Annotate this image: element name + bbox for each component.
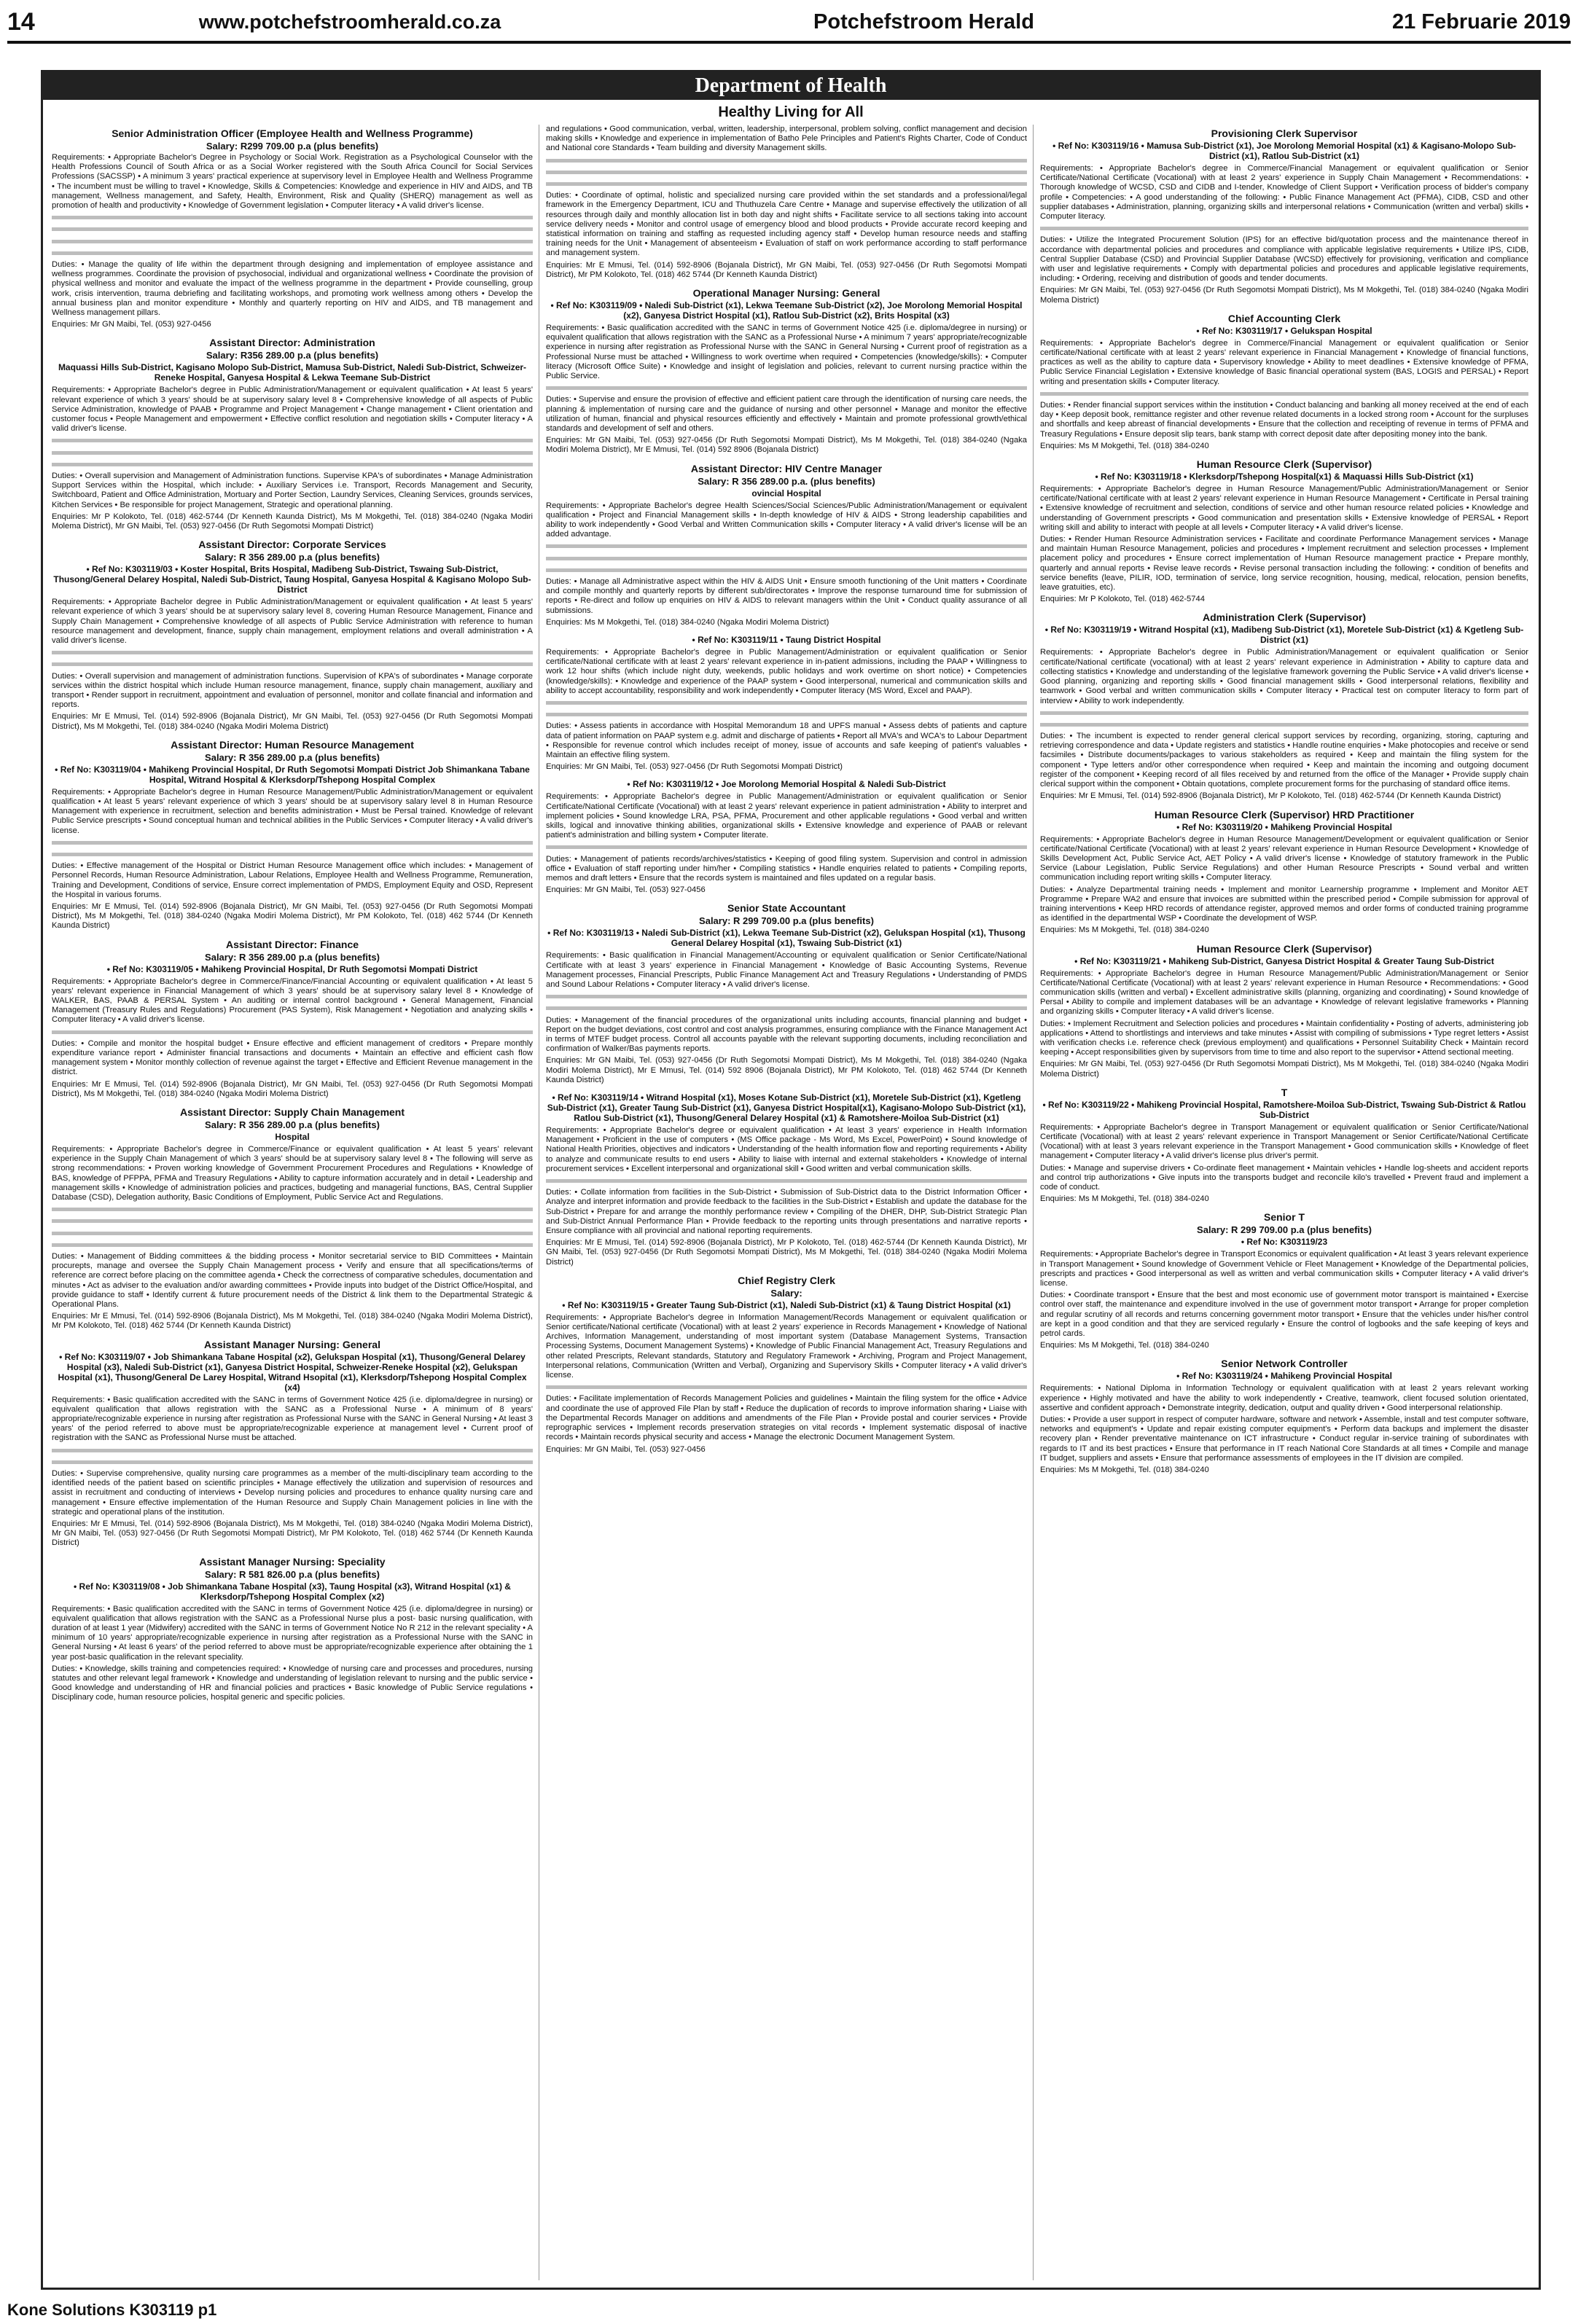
text-continuation bbox=[1040, 708, 1528, 718]
job-enquiries: Enquiries: Ms M Mokgethi, Tel. (018) 384-0240 bbox=[1040, 1194, 1209, 1204]
job-duties: Duties: • Provide a user support in respect of computer hardware, software and network • Assemble, install and test computer software, networks and equipment's • Update and repair existing computer equipment's • Perform data backups and implement the disaster recovery plan • Render preventative maintenance on ICT infrastructure • Conduct regular in-service training of subordinates with regards to IT and its best practices • Ensure that performance in IT reach National Core Standards at all times • Compile and manage IT budget, suppliers and assets • Ensure that performance assessments of employees in the IT division are compiled. bbox=[1040, 1415, 1528, 1463]
text-continuation bbox=[52, 249, 533, 258]
job-listing bbox=[546, 902, 1027, 1085]
column-divider bbox=[1033, 125, 1034, 2280]
text-continuation bbox=[52, 1458, 533, 1467]
text-continuation bbox=[52, 436, 533, 445]
job-enquiries: Enquiries: Ms M Mokgethi, Tel. (018) 384-0240 bbox=[1040, 1466, 1209, 1475]
job-listing bbox=[52, 1556, 533, 1703]
job-enquiries: Enquiries: Mr P Kolokoto, Tel. (018) 462-5744 bbox=[1040, 595, 1205, 604]
text-continuation bbox=[52, 1240, 533, 1250]
job-enquiries: Enquiries: Mr E Mmusi, Tel. (014) 592-8906 (Bojanala District), Mr P Kolokoto, Tel. (018) 462-5744 (Dr Kenneth Kaunda District), Mr GN Maibi, Tel. (053) 927-0456 (Dr Ruth Segomotsi Mompati District), Ms M Mokgethi, Tel. (018) 384-0240 (Ngaka Modiri Molema District) bbox=[546, 1238, 1027, 1267]
job-reference: • Ref No: K303119/15 • Greater Taung Sub-District (x1), Naledi Sub-District (x1) & Taung District Hospital (x1) bbox=[562, 1299, 1011, 1310]
job-enquiries: Enquiries: Mr E Mmusi, Tel. (014) 592-8906 (Bojanala District), Mr P Kolokoto, Tel. (018) 462-5744 (Dr Kenneth Kaunda District) bbox=[1040, 791, 1501, 801]
text-continuation bbox=[52, 648, 533, 657]
text-continuation bbox=[52, 1205, 533, 1214]
job-duties: Duties: • Analyze Departmental training needs • Implement and monitor Learnership programme • Implement and Monitor AET Programme • Prepare WA2 and ensure that invoices are submitted within the prescribed period • Compile submission for approval of training interventions • Keep HRD records of attendance register, approved memos and order forms of conducted training programme as identified in the departmental WSP • Coordinate the development of WSP. bbox=[1040, 885, 1528, 923]
job-title: Assistant Director: HIV Centre Manager bbox=[690, 462, 883, 474]
department-slogan: Healthy Living for All bbox=[718, 104, 864, 120]
job-requirements: Requirements: • Appropriate Bachelor degree in Public Administration/Management or equivalent qualification • At least 5 years' relevant experience of which 3 years' should be at supervisory salary level 8, covering Human Resource Management, Finance and Supply Chain Management • Comprehensive knowledge of all aspects of Public Service Administration with reference to human resource management and development, finance, supply chain management, employment relations and overall administration • A valid driver's license. bbox=[52, 598, 533, 645]
job-title: Human Resource Clerk (Supervisor) bbox=[1196, 458, 1372, 471]
job-title: Provisioning Clerk Supervisor bbox=[1211, 128, 1358, 139]
column-1 bbox=[52, 125, 533, 2280]
job-salary: Salary: R 299 709.00 p.a (plus benefits) bbox=[1197, 1224, 1372, 1236]
job-listing bbox=[1040, 943, 1528, 1079]
job-reference: • Ref No: K303119/24 • Mahikeng Provincial Hospital bbox=[1176, 1371, 1392, 1382]
job-title: Human Resource Clerk (Supervisor) bbox=[1196, 942, 1372, 955]
department-banner: Department of Health bbox=[43, 72, 1539, 100]
job-requirements: Requirements: • Appropriate Bachelor's degree in Commerce/Finance or equivalent qualification • At least 5 years' relevant experience in the Supply Chain Management of which 3 years' should be at supervisory salary level 8 • The following will serve as strong recommendations: • Proven working knowledge of Government Procurement Procedures and Regulations • Knowledge of BAS, knowledge of PFPPA, PFMA and Treasury Regulations • Ability to capture information accurately and in detail • Leadership and management skills • Knowledge of administration policies and practices, budgeting and managerial functions, BAS, Central Supplier Database (CSD), Delegation authority, Basic Conditions of Employment, Public Service Act and Regulations. bbox=[52, 1145, 533, 1202]
job-title: Assistant Director: Finance bbox=[225, 938, 359, 950]
job-requirements: Requirements: • Appropriate Bachelor's degree in Transport Management or equivalent qualification or Senior Certificate/National Certificate (Vocational) with at least 2 years' relevant experience in Transport Management or Senior Certificate/National Certificate (Vocational) with at least 3 years relevant experience in the Transport Management • Good communication skills • Knowledge of fleet management • Computer literacy • A valid driver's license plus driver's permit. bbox=[1040, 1122, 1528, 1161]
job-duties: Duties: • Coordinate transport • Ensure that the best and most economic use of government motor transport is maintained • Exercise control over staff, the maintenance and expenditure involved in the use of government motor transport • Arrange for proper completion and regular scrutiny of all records and returns concerning government motor transport • Ensure that the vehicles under his/her control are kept in a good condition and that they are serviced regularly • Ensure the control of logbooks and the safe keeping of keys and petrol cards. bbox=[1040, 1291, 1528, 1339]
job-duties: Duties: • Implement Recruitment and Selection policies and procedures • Maintain confidentiality • Posting of adverts, administering job applications • Attend to shortlistings and interviews and take minutes • Assist with compiling of submissions • Type regret letters • Assist with verification checks i.e. reference check (previous employment) and qualifications • Personnel Suitability Check • Maintain record keeping • Accept responsibilities given by supervisors from time to time and also report to the supervisor • Attend sectional meeting. bbox=[1040, 1019, 1528, 1057]
job-duties: Duties: • Manage and supervise drivers • Co-ordinate fleet management • Maintain vehicles • Handle log-sheets and accident reports and control trip authorizations • Give inputs into the transports budget and reconcile kilo's travelled • Prevent fraud and implement a code of conduct. bbox=[1040, 1163, 1528, 1192]
text-continuation bbox=[546, 168, 1027, 177]
job-reference: • Ref No: K303119/16 • Mamusa Sub-District (x1), Joe Morolong Memorial Hospital (x1) & Kagisano-Molopo Sub-District (x1), Ratlou Sub-District (x1) bbox=[1052, 141, 1516, 161]
text-continuation bbox=[1040, 389, 1528, 399]
job-reference: • Ref No: K303119/21 • Mahikeng Sub-District, Ganyesa District Hospital & Greater Taung Sub-District bbox=[1074, 955, 1494, 966]
job-duties: Duties: • Supervise and ensure the provision of effective and efficient patient care through the identification of nursing care needs, the planning & implementation of nursing care and the guidance of nursing and other personnel • Manage and monitor the effective utilization of human, financial and physical resources efficiently and effectively • Maintain and promote professional growth/ethical standards and development of self and others. bbox=[546, 395, 1027, 434]
text-continuation bbox=[546, 383, 1027, 393]
job-listing bbox=[546, 463, 1027, 627]
job-reference: • Ref No: K303119/22 • Mahikeng Provincial Hospital, Ramotshere-Moiloa Sub-District, Tswaing Sub-District & Ratlou Sub-District bbox=[1042, 1099, 1526, 1120]
job-reference: • Ref No: K303119/14 • Witrand Hospital (x1), Moses Kotane Sub-District (x1), Moretele Sub-District (x1), Kgetleng Sub-District (x1), Greater Taung Sub-District (x1), Ganyesa District Hospital(x1), Kagisano-Molopo Sub-District (x1), Ratlou Sub-District (x1), Thusong/General Delarey Hospital (x1) & Ramotshere-Moiloa Sub-District (x1) bbox=[547, 1092, 1026, 1124]
job-reference: ovincial Hospital bbox=[751, 488, 821, 498]
job-reference: • Ref No: K303119/03 • Koster Hospital, Brits Hospital, Madibeng Sub-District, Tswaing Sub-District, Thusong/General Delarey Hospital, Naledi Sub-District, Taung Hospital, Ganyesa Hospital & Kagisano Molopo Sub-District bbox=[53, 564, 531, 595]
job-reference: • Ref No: K303119/13 • Naledi Sub-District (x1), Lekwa Teemane Sub-District (x2), Gelukspan Hospital (x1), Thusong General Delarey Hospital (x1), Tswaing Sub-District (x1) bbox=[547, 928, 1026, 949]
job-salary: Salary: R 356 289.00 p.a (plus benefits) bbox=[205, 951, 380, 963]
job-listing bbox=[1040, 128, 1528, 305]
job-requirements: Requirements: • Appropriate Bachelor's Degree in Psychology or Social Work. Registration as a Psychological Counselor with the Health Professions Council of South Africa or as a Social Worker registered with the South Africa Council for Social Services Professions (SACSSP) • A minimum 3 years' practical experience at supervisory level in Employee Health and Wellness Programme • The incumbent must be willing to travel • Knowledge, Skills & Competencies: Knowledge and experience in HIV and AIDS, and TB management, Wellness management, and Safety, Health, Environment, Risk and Quality (SHERQ) management as well as promotion of health and productivity • Knowledge of Government legislation • Computer literacy • A valid driver's license. bbox=[52, 153, 533, 211]
job-listing bbox=[1040, 1087, 1528, 1205]
text-continuation bbox=[546, 1382, 1027, 1392]
job-requirements: Requirements: • Appropriate Bachelor's degree in Human Resource Management/Public Administration/Management or Senior Certificate/National Certificate (Vocational) with at least 2 years' relevant experience in Human Resource • Recommendations: • Good communication skills (written and verbal) • Excellent administrative skills (planning, organizing and coordinating) • Sound knowledge of Persal • Ability to compile and implement databases will be an advantage • Knowledge of relevant legislative frameworks • Planning and organizing skills • Computer literacy • A valid driver's license. bbox=[1040, 969, 1528, 1017]
column-2 bbox=[546, 125, 1027, 2280]
job-reference: Maquassi Hills Sub-District, Kagisano Molopo Sub-District, Mamusa Sub-District, Naledi Sub-District, Schweizer-Reneke Hospital, Ganyesa Hospital & Lekwa Teemane Sub-District bbox=[58, 362, 527, 383]
job-salary: Salary: R299 709.00 p.a (plus benefits) bbox=[206, 141, 379, 152]
job-duties: Duties: • Render Human Resource Administration services • Facilitate and coordinate Performance Management services • Manage and maintain Human Resource Management, policies and procedures • Implement recruitment and selection processes • Implement placement policy and procedures • Ensure correct implementation of Human Resource management practice • Prepare monthly, quarterly and annual reports • Revise leave records • Revise personal transaction including the following: • condition of benefits and service benefits (leave, PILIR, IOD, termination of service, long service recognition, housing, medical, relocation, pension benefits, leave gratuities, etc). bbox=[1040, 535, 1528, 592]
job-enquiries: Enquiries: Mr GN Maibi, Tel. (053) 927-0456 (Dr Ruth Segomotsi Mompati District), Ms M Mokgethi, Tel. (018) 384-0240 (Ngaka Modiri Molema District), Mr E Mmusi, Tel. (014) 592 8906 (Bojanala District), Mr PM Kolokoto, Tel. (018) 462 5744 (Dr Kenneth Kaunda District) bbox=[546, 1056, 1027, 1084]
job-duties: Duties: • Coordinate of optimal, holistic and specialized nursing care provided within the set standards and a professional/legal framework in the Emergency Department, ICU and Thuthuzela Care Centre • Manage and supervise effectively the utilization of all resources through daily and monthly allocation list in both day and night shifts • Facilitate service to all sections taking into account service delivery needs • Monitor and control usage of emergency blood and blood products • Provide accurate record keeping and statistical information on training and staffing as requested including agency staff • Develop human resource needs and staffing training needs for the Unit • Management of absenteeism • Evaluation of staff on work performance according to staff performance and management system. bbox=[546, 191, 1027, 258]
job-enquiries: Enquiries: Mr GN Maibi, Tel. (053) 927-0456 (Dr Ruth Segomotsi Mompati District), Ms M Mokgethi, Tel. (018) 384-0240 (Ngaka Modiri Molema District), Mr E Mmusi, Tel. (014) 592 8906 (Bojanala District) bbox=[546, 436, 1027, 455]
job-duties: Duties: • Facilitate implementation of Records Management Policies and guidelines • Maintain the filing system for the office • Advice and coordinate the use of approved File Plan by staff • Reduce the duplication of records to improve information sharing • Liaise with the Departmental Records Manager on additions and amendments of the File Plan • Provide postal and courier services • Provide reprographic services • Implement records preservation strategies on vital records • Implement systematic disposal of inactive records • Maintain records physical security and access • Manage the electronic Document Management System. bbox=[546, 1394, 1027, 1442]
job-title: Administration Clerk (Supervisor) bbox=[1202, 611, 1367, 624]
job-requirements: Requirements: • Appropriate Bachelor's degree in Public Administration/Management or equivalent qualification • At least 5 years' relevant experience of which 3 years' should be at supervisory salary level 8 • Comprehensive knowledge of all aspects of Public Service Administration, knowledge of PAAB • Programme and Project Management • Change management • Client orientation and customer focus • People Management and empowerment • Effective conflict resolution and negotiation skills • Computer literacy • A valid driver's license. bbox=[52, 386, 533, 434]
job-salary: Salary: R 356 289.00 p.a (plus benefits) bbox=[205, 552, 380, 563]
job-salary: Salary: R 356 289.00 p.a (plus benefits) bbox=[205, 751, 380, 763]
text-continuation bbox=[52, 1229, 533, 1238]
job-title: Assistant Manager Nursing: Speciality bbox=[199, 1555, 386, 1568]
job-salary: Salary: bbox=[770, 1287, 802, 1299]
job-reference: Hospital bbox=[275, 1132, 310, 1143]
job-listing bbox=[1040, 313, 1528, 451]
job-reference: • Ref No: K303119/05 • Mahikeng Provincial Hospital, Dr Ruth Segomotsi Mompati District bbox=[106, 963, 478, 974]
job-listing bbox=[1040, 458, 1528, 604]
job-duties: Duties: • Knowledge, skills training and competencies required: • Knowledge of nursing care and processes and procedures, nursing statutes and other relevant legal framework • Knowledge and understanding of legislation relevant to nursing and the public service • Good knowledge and understanding of HR and financial policies and practices • Basic knowledge of Public Service regulations • Disciplinary code, human resource policies, hospital generic and specific policies. bbox=[52, 1664, 533, 1702]
text-continuation bbox=[546, 710, 1027, 719]
job-listing bbox=[546, 287, 1027, 455]
job-requirements: Requirements: • Appropriate Bachelor's degree in Public Management/Administration or equivalent qualification or Senior Certificate/National Certificate (Vocational) with at least 2 years' relevant experience in patient administration • Ability to interpret and implement policies • Sound knowledge LRA, PSA, PFMA, Procurement and other applicable regulations • Good verbal and written skills, logical and innovative thinking abilities, organizational skills • Extensive knowledge and experience of PAAB or relevant patient's administration and billing system • Computer literate. bbox=[546, 792, 1027, 840]
job-requirements: Requirements: • Basic qualification accredited with the SANC in terms of Government Notice 425 (i.e. diploma/degree in nursing) or equivalent qualification that allows registration with the SANC as a Professional Nurse • A minimum of 8 years' appropriate/recognizable experience in nursing after registration as Professional Nurse with the SANC in General Nursing • At least 3 years' of the period referred to above must be appropriate/recognizable experience at management level • Current proof of registration with the SANC as Professional Nurse must be attached. bbox=[52, 1395, 533, 1443]
job-requirements: and regulations • Good communication, verbal, written, leadership, interpersonal, problem solving, conflict management and decision making skills • Knowledge and experience in implementation of Batho Pele Principles and Patient's Rights Charter, Code of Conduct and National core Standards • Team building and diversity Management skills. bbox=[546, 125, 1027, 153]
job-title: Assistant Manager Nursing: General bbox=[204, 1338, 380, 1350]
job-enquiries: Enquiries: Mr E Mmusi, Tel. (014) 592-8906 (Bojanala District), Ms M Mokgethi, Tel. (018) 384-0240 (Ngaka Modiri Molema District), Mr GN Maibi, Tel. (053) 927-0456 (Dr Ruth Segomotsi Mompati District), Mr PM Kolokoto, Tel. (018) 462 5744 (Dr Kenneth Kaunda District) bbox=[52, 1519, 533, 1548]
job-duties: Duties: • Overall supervision and management of administration functions. Supervision of KPA's of subordinates • Manage corporate services within the district hospital which include Human resource management, finance, supply chain management, auxiliary and transport • Render support in recruitment, appointment and evaluation of personnel, monitor and collate financial and information and reports. bbox=[52, 671, 533, 710]
job-enquiries: Enquiries: Mr P Kolokoto, Tel. (018) 462-5744 (Dr Kenneth Kaunda District), Ms M Mokgethi, Tel. (018) 384-0240 (Ngaka Modiri Molema District), Mr GN Maibi, Tel. (053) 927-0456 (Dr Ruth Segomotsi Mompati District) bbox=[52, 512, 533, 531]
text-continuation bbox=[52, 1028, 533, 1037]
website-url[interactable]: www.potchefstroomherald.co.za bbox=[198, 10, 501, 33]
text-continuation bbox=[546, 156, 1027, 165]
text-continuation bbox=[52, 448, 533, 458]
text-continuation bbox=[52, 213, 533, 222]
job-enquiries: Enquiries: Ms M Mokgethi, Tel. (018) 384-0240 (Ngaka Modiri Molema District) bbox=[546, 617, 829, 627]
text-continuation bbox=[52, 660, 533, 669]
job-reference: • Ref No: K303119/17 • Gelukspan Hospital bbox=[1196, 325, 1372, 336]
job-duties: Duties: • The incumbent is expected to render general clerical support services by recording, organizing, storing, capturing and retrieving correspondence and data • Update registers and statistics • Handle routine enquiries • Make photocopies and receive or send facsimiles • Distribute documents/packages to various stakeholders as required • Keep and maintain the filing system for the component • Type letters and/or other correspondence when required • Keep and maintain the incoming and outgoing document register of the component • Keeping record of all files received by and returned from the office of the Manager • Provide supply chain clerical support within the component • Obtain quotations, complete procurement forms for the purchasing of standard office items. bbox=[1040, 732, 1528, 789]
job-requirements: Requirements: • Appropriate Bachelor's degree in Commerce/Finance/Financial Accounting or equivalent qualification • At least 5 years' relevant experience in Financial Management of which 3 years' should be at supervisory salary level 8 • Knowledge of WALKER, BAS, PAAB & PERSAL System • An auditing or internal control background • General Management, Financial Management (Treasury Rules and Regulations) Procurement (PAS System), Risk Management • Negotiation and analyzing skills • Computer literacy • A valid driver's license. bbox=[52, 977, 533, 1025]
job-enquiries: Enquiries: Mr GN Maibi, Tel. (053) 927-0456 (Dr Ruth Segomotsi Mompati District), Ms M Mokgethi, Tel. (018) 384-0240 (Ngaka Modiri Molema District) bbox=[1040, 1060, 1528, 1079]
job-enquiries: Enquiries: Mr GN Maibi, Tel. (053) 927-0456 bbox=[546, 1444, 706, 1454]
job-listing bbox=[1040, 1211, 1528, 1350]
text-continuation bbox=[546, 566, 1027, 575]
job-title: Chief Accounting Clerk bbox=[1227, 312, 1341, 324]
job-salary: Salary: R 356 289.00 p.a. (plus benefits) bbox=[698, 475, 875, 487]
job-salary: Salary: R 299 709.00 p.a (plus benefits) bbox=[699, 915, 874, 927]
job-enquiries: Enquiries: Mr E Mmusi, Tel. (014) 592-8906 (Bojanala District), Mr GN Maibi, Tel. (053) 927-0456 (Dr Ruth Segomotsi Mompati District), Ms M Mokgethi, Tel. (018) 384-0240 (Ngaka Modiri Molema District) bbox=[52, 1079, 533, 1098]
job-reference: • Ref No: K303119/08 • Job Shimankana Tabane Hospital (x3), Taung Hospital (x3), Witrand Hospital (x1) & Klerksdorp/Tshepong Hospital Complex (x2) bbox=[74, 1581, 511, 1602]
text-continuation bbox=[546, 1003, 1027, 1013]
job-requirements: Requirements: • Basic qualification accredited with the SANC in terms of Government Notice 425 (i.e. diploma/degree in nursing) or equivalent qualification that allows registration with the SANC as a Professional Nurse plus a post- basic nursing qualification, with duration of at least 1 year (Midwifery) accredited with the SANC in terms of Government Notice No R 212 in the relevant speciality • A minimum of 10 years' appropriate/recognizable experience in nursing after registration as a Professional Nurse with the SANC in General Nursing • At least 6 years' of the period referred to above must be appropriate/recognizable experience after obtaining the 1 year post-basic qualification in the relevant speciality. bbox=[52, 1604, 533, 1662]
job-reference: • Ref No: K303119/20 • Mahikeng Provincial Hospital bbox=[1176, 821, 1392, 832]
job-requirements: Requirements: • Basic qualification in Financial Management/Accounting or equivalent qualification or Senior Certificate/National Certificate with at least 3 years' experience in Financial Management • Knowledge of Basic Accounting Systems, Revenue Management processes, Financial Prescripts, Public Finance Management Act and Treasury Regulations • Understanding of PMDS and Sound Labour Relations • Computer literacy • A valid driver's license. bbox=[546, 951, 1027, 990]
page-number: 14 bbox=[7, 7, 35, 36]
text-continuation bbox=[52, 224, 533, 234]
job-requirements: Requirements: • Basic qualification accredited with the SANC in terms of Government Notice 425 (i.e. diploma/degree in nursing) or equivalent qualification that allows registration with the SANC as a Professional Nurse • A minimum 7 years' appropriate/recognizable experience in nursing after registration as Professional Nurse with the SANC in General Nursing • Current proof of registration as a Professional Nurse must be attached • Willingness to work overtime when required • Competencies (knowledge/skills): • Computer literacy (Microsoft Office Suite) • Knowledge and insight of legislation and policies, relevant to current nursing practice within the Public Service. bbox=[546, 324, 1027, 381]
job-enquiries: Enquiries: Mr E Mmusi, Tel. (014) 592-8906 (Bojanala District), Mr GN Maibi, Tel. (053) 927-0456 (Dr Ruth Segomotsi Mompati District), Mr PM Kolokoto, Tel. (018) 462 5744 (Dr Kenneth Kaunda District) bbox=[546, 260, 1027, 279]
job-duties: Duties: • Management of patients records/archives/statistics • Keeping of good filing system. Supervision and control in admission office • Evaluation of staff reporting under him/her • Compiling statistics • Handle enquiries related to patients • Compiling reports, memos and draft letters • Ensure that the records system is maintained and files updated on a regular basis. bbox=[546, 854, 1027, 883]
job-listing bbox=[52, 539, 533, 732]
job-listing bbox=[1040, 611, 1528, 801]
text-continuation bbox=[52, 850, 533, 859]
job-reference: • Ref No: K303119/11 • Taung District Hospital bbox=[692, 635, 881, 646]
job-duties: Duties: • Compile and monitor the hospital budget • Ensure effective and efficient management of creditors • Prepare monthly expenditure variance report • Administer financial transactions and documents • Maintain an effective and efficient cash flow management system • Monitor monthly collection of revenue against the target • Effective and Efficient Revenue management in the district. bbox=[52, 1038, 533, 1077]
text-continuation bbox=[546, 179, 1027, 189]
job-duties: Duties: • Effective management of the Hospital or District Human Resource Management office which includes: • Management of Personnel Records, Human Resource Administration, Labour Relations, Employee Health and Wellness Programme, Remuneration, Training and Development, Conditions of service, Ensure correct implementation of PMDS, Employment Equity and OSD, Represent the Hospital in various forums. bbox=[52, 861, 533, 899]
footer-credit: Kone Solutions K303119 p1 bbox=[7, 2301, 217, 2319]
text-continuation bbox=[52, 1446, 533, 1455]
job-duties: Duties: • Supervise comprehensive, quality nursing care programmes as a member of the multi-disciplinary team according to the identified needs of the patient based on scientific principles • Manage effectively the utilization and supervision of resources and assist in recruitment and conducting of interviews • Develop nursing policies and procedures to enhance quality nursing care and management • Ensure effective implementation of the Human Resource and Supply Chain Management policies in line with the strategic and operational plans of the institution. bbox=[52, 1469, 533, 1517]
job-enquiries: Enquiries: Mr GN Maibi, Tel. (053) 927-0456 bbox=[52, 320, 211, 329]
text-continuation bbox=[546, 554, 1027, 563]
job-title: Human Resource Clerk (Supervisor) HRD Practitioner bbox=[1154, 808, 1415, 821]
column-3 bbox=[1040, 125, 1528, 2280]
job-enquiries: Enquiries: Mr GN Maibi, Tel. (053) 927-0456 (Dr Ruth Segomotsi Mompati District), Ms M Mokgethi, Tel. (018) 384-0240 (Ngaka Modiri Molema District) bbox=[1040, 286, 1528, 305]
text-continuation bbox=[546, 992, 1027, 1001]
job-title: Chief Registry Clerk bbox=[738, 1274, 835, 1286]
job-reference: • Ref No: K303119/18 • Klerksdorp/Tshepong Hospital(x1) & Maquassi Hills Sub-District (x1) bbox=[1095, 472, 1474, 482]
text-continuation bbox=[52, 460, 533, 469]
job-requirements: Requirements: • Appropriate Bachelor's degree in Human Resource Management/Development or equivalent qualification or Senior certificate/National Certificate (Vocational) with at least 2 years' relevant experience in Human Resource Development • Knowledge of Skills Development Act, Public Service Act, AET Policy • A valid driver's license • Knowledge of statutory framework in the Public Service (Labour Legislation, Public Service Regulations) and other Human Resource Prescripts • Sound verbal and written communication including report writing skills • Computer literacy. bbox=[1040, 834, 1528, 883]
job-salary: Salary: R356 289.00 p.a (plus benefits) bbox=[206, 350, 379, 361]
job-requirements: Requirements: • National Diploma in Information Technology or equivalent qualification with at least 2 years relevant working experience • Highly motivated and have the ability to work independently • Creative, teamwork, client focused solution orientated, assertive and confident approach • Demonstrate integrity, dedication, output and quality driven • Good interpersonal relationship. bbox=[1040, 1384, 1528, 1412]
job-enquiries: Enquiries: Mr GN Maibi, Tel. (053) 927-0456 bbox=[546, 885, 706, 895]
job-title: Assistant Director: Supply Chain Management bbox=[179, 1106, 405, 1119]
job-enquiries: Enquiries: Mr GN Maibi, Tel. (053) 927-0456 (Dr Ruth Segomotsi Mompati District) bbox=[546, 762, 843, 772]
job-title: Operational Manager Nursing: General bbox=[692, 287, 880, 299]
job-enquiries: Enquiries: Ms M Mokgethi, Tel. (018) 384-0240 bbox=[1040, 926, 1209, 935]
job-duties: Duties: • Collate information from facilities in the Sub-District • Submission of Sub-District data to the District Information Officer • Analyze and interpret information and provide feedback to the facilities in the Sub-District • Establish and update the database for the Sub-District • Prepare for and arrange the monthly performance review • Compiling of the DHER, DHP, Sub-District Strategic Plan and Sub-District Annual Performance Plan • Provide feedback to the reporting units through presentations and narrative reports • Ensure compliance with all provincial and national reporting requirements. bbox=[546, 1188, 1027, 1236]
job-listing bbox=[52, 939, 533, 1099]
advert-frame bbox=[41, 70, 1541, 2290]
job-listing bbox=[52, 739, 533, 931]
text-continuation bbox=[52, 838, 533, 848]
text-continuation bbox=[546, 842, 1027, 852]
job-duties: Duties: • Management of the financial procedures of the organizational units including accounts, financial planning and budget • Report on the budget deviations, cost control and cost analysis programmes, ensuring compliance with the Finance Management Act in terms of MTEF budget process. Control all accounts payable with the relevant supporting documents, including reconciliation and confirmation of Walker/Bas payments reports. bbox=[546, 1015, 1027, 1054]
job-enquiries: Enquiries: Mr E Mmusi, Tel. (014) 592-8906 (Bojanala District), Mr GN Maibi, Tel. (053) 927-0456 (Dr Ruth Segomotsi Mompati District), Ms M Mokgethi, Tel. (018) 384-0240 (Ngaka Modiri Molema District) bbox=[52, 712, 533, 731]
job-listing bbox=[1040, 809, 1528, 936]
job-reference: • Ref No: K303119/12 • Joe Morolong Memorial Hospital & Naledi Sub-District bbox=[627, 779, 946, 790]
job-listing bbox=[52, 128, 533, 329]
job-listing bbox=[546, 125, 1027, 280]
job-requirements: Requirements: • Appropriate Bachelor's degree or equivalent qualification • At least 3 years' experience in Health Information Management • Proficient in the use of computers • (MS Office package - Ms Word, Ms Excel, PowerPoint) • Sound knowledge of National Health Priorities, objectives and indicators • Understanding of the health information flow and reporting requirements • Ability to analyze and communicate results to end users • Ability to liaise with internal and external stakeholders • Knowledge of internal procurement services • Excellent interpersonal and organizational skill • Good written and verbal communication skills. bbox=[546, 1126, 1027, 1173]
job-reference: • Ref No: K303119/09 • Naledi Sub-District (x1), Lekwa Teemane Sub-District (x2), Joe Morolong Memorial Hospital (x2), Ganyesa District Hospital (x1), Ratlou Sub-District (x2), Brits Hospital (x3) bbox=[550, 300, 1023, 321]
job-title: Assistant Director: Corporate Services bbox=[198, 539, 386, 551]
job-requirements: Requirements: • Appropriate Bachelor's degree in Public Administration/Management or equivalent qualification or Senior certificate/National certificate (vocational) with at least 2 years' relevant experience in Administration • Ability to capture data and collecting statistics • Knowledge and understanding of the legislative framework governing the Public Service • A valid driver's license • Good planning, organizing and reporting skills • Good financial management skills • Good interpersonal relations, flexibility and teamwork • Good verbal and written communication skills • Computer literacy • Practical test on computer literacy to form part of interview • Ability to work independently. bbox=[1040, 648, 1528, 705]
job-listing bbox=[1040, 1358, 1528, 1475]
job-reference: • Ref No: K303119/07 • Job Shimankana Tabane Hospital (x2), Gelukspan Hospital (x1), Thusong/General Delarey Hospital (x3), Naledi Sub-District (x1), Ganyesa District Hospital, Schweizer-Reneke Hospital (x2), Gelukspan Hospital (x1), Thusong/General De Larey Hospital, Witrand Hsopital (x1), Klerksdorp/Tshepong Hospital Complex (x4) bbox=[58, 1351, 527, 1393]
job-duties: Duties: • Manage the quality of life within the department through designing and implementation of employee assistance and wellness programmes. Coordinate the provision of psychosocial, individual and organizational wellness • Coordinate the provision of physical wellness and monitor and evaluate the impact of the wellness programme in the department • Provide counselling, group work, crisis intervention, trauma debriefing and facilitating workshops, and promoting work wellness among others • Develop the annual business plan and monitor expenditure • Monthly and quarterly reporting on HIV and AIDS, and TB management and Wellness management pillars. bbox=[52, 259, 533, 317]
job-requirements: Requirements: • Appropriate Bachelor's degree in Commerce/Financial Management or equivalent qualification or Senior certificate/National certificate with at least 2 years' relevant experience in Financial Management • Knowledge of financial functions, practices as well as the ability to capture data • Supervisory knowledge • Ability to meet deadlines • Extensive knowledge of PFMA, Public Service Financial Legislation • Extensive knowledge of Basic financial operational system (BAS, LOGIS and PERSAL) • Report writing and presentation skills • Computer literacy. bbox=[1040, 338, 1528, 386]
job-listing bbox=[546, 1275, 1027, 1455]
job-listing bbox=[52, 337, 533, 531]
text-continuation bbox=[546, 698, 1027, 708]
job-listing bbox=[52, 1339, 533, 1549]
job-enquiries: Enquiries: Ms M Mokgethi, Tel. (018) 384-0240 bbox=[1040, 441, 1209, 450]
job-duties: Duties: • Overall supervision and Management of Administration functions. Supervise KPA's of subordinates • Manage Administration Support Services within the Hospital, which include: • Auxiliary Services i.e. Transport, Records Management and Security, Switchboard, Patient and Office Administration, Mortuary and Porter Section, Laundry Services, Cleaning Services, grounds services, Kitchen Services • Be responsible for project Management, Strategic and operational planning. bbox=[52, 471, 533, 509]
job-requirements: Requirements: • Appropriate Bachelor's degree in Commerce/Financial Management or equivalent qualification or Senior Certificate/National Certificate (Vocational) with at least 2 years' experience in Supply Chain Management • Recommendations: • Thorough knowledge of WCSD, CSD and CIDB and I-tender, Knowledge of Client Support • Verification process of bidder's company profile • Competencies: • A good understanding of the following: • Public Finance Management Act (PFMA), CIDB, CSD and other supplier databases • Administration, planning, organizing skills and interpersonal relations • Communication (written and verbal) skills • Computer literacy. bbox=[1040, 164, 1528, 222]
job-enquiries: Enquiries: Mr E Mmusi, Tel. (014) 592-8906 (Bojanala District), Ms M Mokgethi, Tel. (018) 384-0240 (Ngaka Modiri Molema District), Mr PM Kolokoto, Tel. (018) 462 5744 (Dr Kenneth Kaunda District) bbox=[52, 1312, 533, 1331]
job-reference: • Ref No: K303119/19 • Witrand Hospital (x1), Madibeng Sub-District (x1), Moretele Sub-District (x1) & Kgetleng Sub-District (x1) bbox=[1044, 625, 1524, 646]
page-header bbox=[7, 3, 1571, 44]
job-title: Senior Administration Officer (Employee Health and Wellness Programme) bbox=[112, 128, 473, 139]
job-title: Senior T bbox=[1263, 1211, 1305, 1224]
job-reference: • Ref No: K303119/23 bbox=[1241, 1237, 1328, 1248]
job-requirements: Requirements: • Appropriate Bachelor's degree in Transport Economics or equivalent qualification • At least 3 years relevant experience in Transport Management • Sound knowledge of Government Vehicle or Fleet Management • Knowledge of the Departmental policies, prescripts and practices • Good interpersonal as well as written and verbal communication skills • Computer literacy • A valid driver's license. bbox=[1040, 1250, 1528, 1288]
job-duties: Duties: • Manage all Administrative aspect within the HIV & AIDS Unit • Ensure smooth functioning of the Unit matters • Coordinate and compile monthly and quarterly reports by different sub/directorates • Improve the response turnaround time for submission of reports • Re-direct and follow up enquiries on HIV & AIDS to relevant managers within the Unit • Conduct quality assurance of all submissions. bbox=[546, 577, 1027, 615]
job-duties: Duties: • Utilize the Integrated Procurement Solution (IPS) for an effective bid/quotation process and the maintenance thereof in accordance with departmental policies and procedures and compliance with applicable legislative requirements • Utilize IPS, CIDB, Central Supplier Database (CSD) and Provincial Supplier Database (WCSD) effectively for provisioning, verification and compliance with user and legislative requirements • Comply with departmental policies and procedures and applicable legislative requirements, including: • Ordering, receiving and distribution of goods and tender documents. bbox=[1040, 235, 1528, 283]
job-title: Senior State Accountant bbox=[727, 902, 846, 915]
job-title: Assistant Director: Administration bbox=[209, 337, 375, 349]
job-requirements: Requirements: • Appropriate Bachelor's degree in Human Resource Management/Public Administration/Management or equivalent qualification • At least 5 years' relevant experience of which 3 years' should be at supervisory salary level 8 in Human Resource Management with experience in recruitment, selection and benefits administration • Must be Persal trained. Knowledge of relevant Public Service prescripts • Sound conceptual human and technical abilities in the Public Services • Computer literacy • A valid driver's license. bbox=[52, 787, 533, 835]
job-salary: Salary: R 581 826.00 p.a (plus benefits) bbox=[205, 1568, 380, 1580]
job-title: Assistant Director: Human Resource Management bbox=[171, 738, 414, 751]
job-listing bbox=[52, 1106, 533, 1331]
job-listing bbox=[546, 635, 1027, 772]
job-enquiries: Enquiries: Ms M Mokgethi, Tel. (018) 384-0240 bbox=[1040, 1341, 1209, 1350]
job-enquiries: Enquiries: Mr E Mmusi, Tel. (014) 592-8906 (Bojanala District), Mr GN Maibi, Tel. (053) 927-0456 (Dr Ruth Segomotsi Mompati District), Ms M Mokgethi, Tel. (018) 384-0240 (Ngaka Modiri Molema District), Mr PM Kolokoto, Tel. (018) 462 5744 (Dr Kenneth Kaunda District) bbox=[52, 902, 533, 931]
newspaper-name: Potchefstroom Herald bbox=[813, 9, 1034, 34]
job-listing bbox=[546, 1092, 1027, 1267]
job-duties: Duties: • Assess patients in accordance with Hospital Memorandum 18 and UPFS manual • Assess debts of patients and capture data of patient information on PAAP system e.g. admit and discharge of patients • Report all MVA's and WCA's to Labour Department • Responsible for revenue control which includes receipt of money, issue of accounts and safe keeping of patient's valuables • Maintain an effective filing system. bbox=[546, 721, 1027, 760]
text-continuation bbox=[52, 1216, 533, 1226]
job-requirements: Requirements: • Appropriate Bachelor's degree in Public Management/Administration or equivalent qualification or Senior certificate/National certificate with at least 2 years' relevant experience in in-patient admissions, including the PAAP • Willingness to work 12 hour shifts (which include night duty, weekends, public holidays and work overtime on short notice) • Competencies (knowledge/skills): • Knowledge and experience of the PAAP system • Good interpersonal, numerical and communication skills and ability to accept accountability, responsibility and work independently • Computer literacy (MS Word, Excel and PAAP). bbox=[546, 648, 1027, 695]
text-continuation bbox=[1040, 224, 1528, 233]
job-duties: Duties: • Render financial support services within the institution • Conduct balancing and banking all money received at the end of each day • Keep deposit book, remittance register and other revenue related documents in a locked strong room • Account for the surpluses and shortfalls and keep abreast of financial developments • Ensure that the collection and receipting of revenue in terms of PFMA and Treasury Regulations • Ensure deposit slip tears, bank stamp with correct deposit date after depositing money into the bank. bbox=[1040, 401, 1528, 439]
text-continuation bbox=[52, 237, 533, 246]
job-title: Senior Network Controller bbox=[1221, 1358, 1348, 1370]
job-duties: Duties: • Management of Bidding committees & the bidding process • Monitor secretarial service to BID Committees • Maintain procurepts, manage and oversee the Supply Chain Management process • Verify and ensure that all specifications/terms of reference are correct before placing on the committee agenda • Check the correctness of comparative schedules, documentation and minutes • Act as adviser to the evaluation and/or awarding committees • Provide inputs into budget of the District Office/Hospital, and provide guidance to staff • Identify current & future procurement needs of the District & link them to the Departmental Strategic & Operational Plans. bbox=[52, 1252, 533, 1310]
job-salary: Salary: R 356 289.00 p.a (plus benefits) bbox=[205, 1119, 380, 1131]
issue-date: 21 Februarie 2019 bbox=[1391, 9, 1571, 34]
job-requirements: Requirements: • Appropriate Bachelor's degree Health Sciences/Social Sciences/Public Administration/Management or equivalent qualification • Project and Financial Management skills • In-depth knowledge of HIV & AIDS • Strong leadership capabilities and ability to work independently • Good Verbal and Written Communication skills • Computer literacy • A valid driver's license will be an added advantage. bbox=[546, 501, 1027, 539]
text-continuation bbox=[546, 1176, 1027, 1186]
job-title: T bbox=[1281, 1086, 1288, 1098]
job-reference: • Ref No: K303119/04 • Mahikeng Provincial Hospital, Dr Ruth Segomotsi Mompati District Job Shimankana Tabane Hospital, Witrand Hospital & Klerksdorp/Tshepong Hospital Complex bbox=[55, 764, 530, 785]
job-listing bbox=[546, 779, 1027, 895]
job-requirements: Requirements: • Appropriate Bachelor's degree in Human Resource Management/Public Administration/Management or Senior certificate/National certificate with at least 2 years' relevant experience in Human Resource Management • Certificate in Persal training • Extensive knowledge of recruitment and selection, conditions of service and other human resource related policies • Knowledge and understanding of Government prescripts • Good communication and presentation skills • Extensive knowledge of PERSAL • Report writing skill and ability to interact with people at all levels • Computer literacy • A valid driver's license. bbox=[1040, 485, 1528, 532]
text-continuation bbox=[1040, 720, 1528, 729]
job-requirements: Requirements: • Appropriate Bachelor's degree in Information Management/Records Management or equivalent qualification or Senior certificate/National certificate (Vocational) with at least 2 years' experience in Records Management • Knowledge of National Archives, Information Management, understanding of most important system (Database Management Systems, Transaction Processing Systems, Document Management Systems) • Knowledge of Public Financial Management Act, Treasury Regulations and other related Prescripts, Relevant standards, Statutory and Regulatory Framework • Archiving, Program and Project Management, Interpersonal relations, Communication (Written and Verbal), Organizing and Supervisory Skills • Computer literacy • A valid driver's license. bbox=[546, 1312, 1027, 1380]
text-continuation bbox=[546, 541, 1027, 551]
